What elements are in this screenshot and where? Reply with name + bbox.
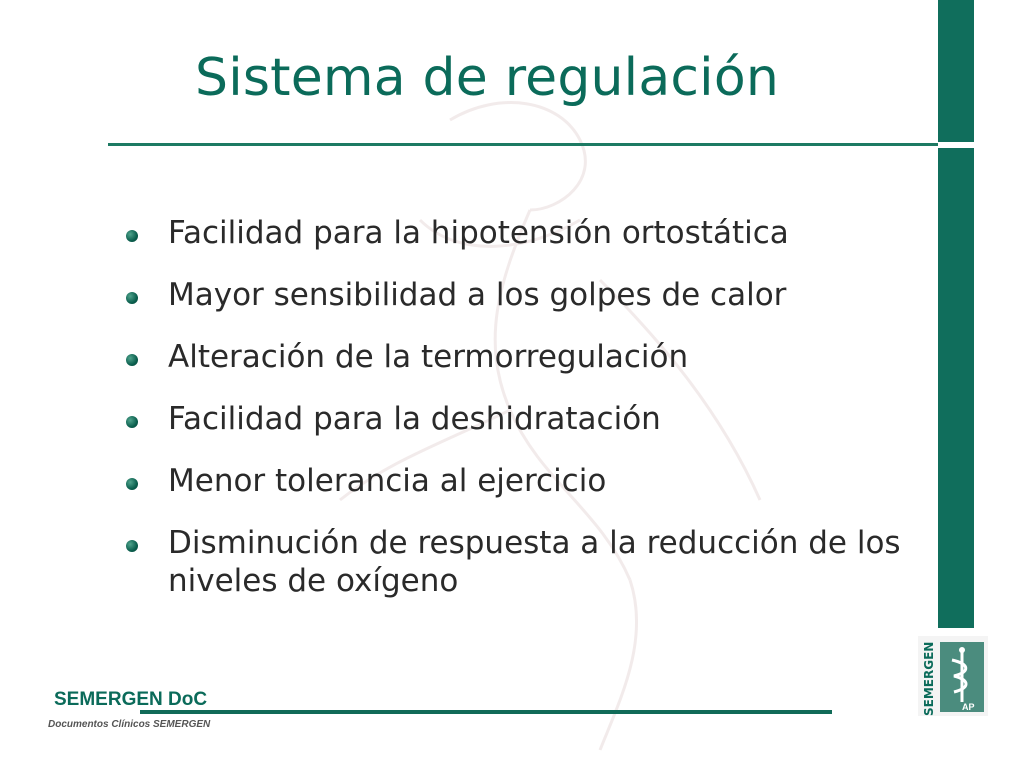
bullet-text: Alteración de la termorregulación: [168, 339, 689, 375]
bullet-list: [122, 214, 932, 624]
bullet-item: [122, 276, 932, 314]
bullet-item: [122, 462, 932, 500]
bullet-dot-icon: [126, 292, 138, 304]
bullet-item: [122, 400, 932, 438]
bullet-dot-icon: [126, 416, 138, 428]
footer-brand: SEMERGEN DoC: [54, 689, 208, 710]
bullet-dot-icon: [126, 478, 138, 490]
right-accent-bar: [938, 0, 974, 628]
bullet-text: Facilidad para la deshidratación: [168, 401, 661, 437]
bullet-text: Mayor sensibilidad a los golpes de calor: [168, 277, 787, 313]
bullet-text: Facilidad para la hipotensión ortostática: [168, 215, 789, 251]
right-bar-gap: [938, 142, 974, 148]
bullet-item: [122, 214, 932, 252]
footer-subtitle: Documentos Clínicos SEMERGEN: [48, 719, 211, 730]
bullet-text: Disminución de respuesta a la reducción de los niveles de oxígeno: [168, 525, 901, 599]
bullet-dot-icon: [126, 540, 138, 552]
title-divider: [108, 143, 938, 146]
bullet-dot-icon: [126, 354, 138, 366]
bullet-dot-icon: [126, 230, 138, 242]
logo-ap-text: AP: [962, 702, 975, 712]
logo-vertical-text: SEMERGEN: [922, 641, 936, 716]
bullet-text: Menor tolerancia al ejercicio: [168, 463, 607, 499]
footer-divider: [140, 710, 832, 714]
slide-title: Sistema de regulación: [194, 48, 780, 108]
bullet-item: [122, 338, 932, 376]
bullet-item: [122, 524, 932, 600]
